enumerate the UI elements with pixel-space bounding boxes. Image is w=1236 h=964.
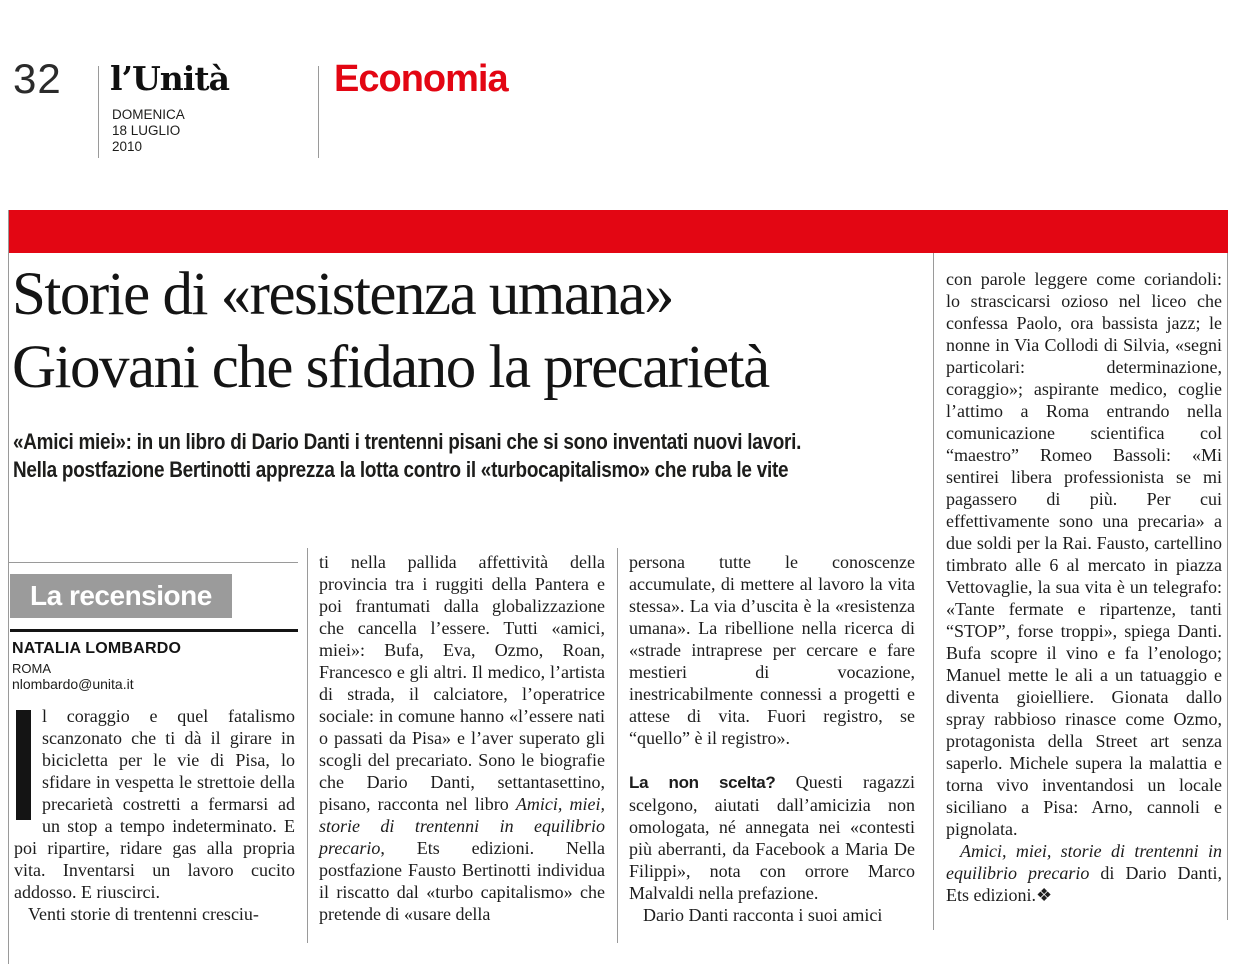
kicker-label: La recensione xyxy=(30,580,212,611)
kicker-top-rule xyxy=(8,562,298,563)
paragraph xyxy=(946,840,1222,906)
column-rule-3-4 xyxy=(933,253,934,930)
paragraph xyxy=(629,904,915,926)
issue-date-year: 2010 xyxy=(112,139,143,154)
body-column-4 xyxy=(946,268,1222,906)
paragraph xyxy=(629,771,915,904)
column-rule-1-2 xyxy=(307,548,308,943)
masthead-logo: l’Unità xyxy=(110,59,229,98)
text-segment: Venti storie di trentenni cresciu- xyxy=(28,904,259,924)
section-title: Economia xyxy=(334,58,508,100)
paragraph xyxy=(319,551,605,925)
text-segment: ti nella pallida affettività della provincia tra i ruggiti della Pantera e poi frantumati dalla globalizzazione che cancella l’essere. Tutti «amici, miei»: Bufa, Eva, Ozmo, Roan, Francesco e gli altri. Il medico, l’artista di strada, il calciatore, l’operatrice sociale: in comune hanno «l’essere nati o passati da Pisa» e l’aver superato gli scogli del precariato. Sono le biografie che Dario Danti, settantasettino, pisano, racconta nel libro xyxy=(319,552,605,814)
paragraph xyxy=(14,705,295,903)
text-segment: di Dario Danti, Ets edizioni.❖ xyxy=(946,863,1222,905)
column-rule-2-3 xyxy=(617,548,618,943)
text-segment: persona tutte le conoscenze accumulate, di mettere al lavoro la vita stessa». La via d’uscita è la «resistenza umana». La ribellione nella ricerca di «strade intraprese per cercare e fare mestieri di vocazione, inestricabilmente connessi a progetti e attese di vita. Fuori registro, se “quello” è il registro». xyxy=(629,552,915,748)
article-headline xyxy=(12,258,927,404)
headline-line-1: Storie di «resistenza umana» xyxy=(12,261,673,328)
standfirst-line-2: Nella postfazione Bertinotti apprezza la lotta contro il «turbocapitalismo» che ruba le vite xyxy=(13,457,789,482)
text-segment: Amici, miei, storie di trentenni in equilibrio precario xyxy=(946,841,1222,883)
byline-email: nlombardo@unita.it xyxy=(12,676,134,692)
paragraph xyxy=(946,268,1222,840)
page-number: 32 xyxy=(13,55,62,102)
text-segment: , Ets edizioni. Nella postfazione Fausto Bertinotti individua il riscatto dal «turbo capitalismo» che pretende di «usare della xyxy=(319,838,605,924)
drop-cap: I xyxy=(16,710,31,820)
body-column-1 xyxy=(14,705,295,925)
article-right-rule xyxy=(1227,253,1228,920)
headline-line-2: Giovani che sfidano la precarietà xyxy=(12,334,769,401)
paragraph xyxy=(14,903,295,925)
standfirst-line-1: «Amici miei»: in un libro di Dario Danti i trentenni pisani che si sono inventati nuovi lavori. xyxy=(13,429,802,454)
issue-date-weekday: DOMENICA xyxy=(112,107,185,122)
paragraph xyxy=(629,551,915,749)
text-segment: con parole leggere come coriandoli: lo strascicarsi ozioso nel liceo che confessa Paolo, ora bassista jazz; le nonne in Via Collodi di Silvia, «segni particolari: determinazione, coraggio»; aspirante medico, coglie l’attimo a Roma entrando nella comunicazione scientifica col “maestro” Romeo Bassoli: «Mi sentirei libera professionista se mi pagassero di più. Per cui effettivamente sono una precaria» a due soldi per la Rai. Fausto, cartellino timbrato alle 6 al mercato in piazza Vettovaglie, la sua vita è un telegrafo: «Tante fermate e ripartenze, tanti “STOP”, forse troppi», spiega Danti. Bufa scopre il vino e fa l’enologo; Manuel mette le ali a un tatuaggio e diventa gioielliere. Gionata dallo spray rabbioso rinasce come Ozmo, protagonista della Street art senza saperlo. Michele supera la malattia e torna vivo inventandosi un locale siciliano a Pisa: Arno, cannoli e pignolata. xyxy=(946,269,1222,839)
body-column-3 xyxy=(629,551,915,926)
header-divider-right xyxy=(318,66,319,158)
top-red-bar xyxy=(8,210,1228,253)
text-segment: Questi ragazzi scelgono, aiutati dall’amicizia non omologata, né annegata nei «contesti più aberranti, da Facebook a Maria De Filippi», nota con orrore Marco Malvaldi nella prefazione. xyxy=(629,772,916,903)
issue-date xyxy=(112,107,185,155)
header-divider-left xyxy=(98,66,99,158)
issue-date-day-month: 18 LUGLIO xyxy=(112,123,181,138)
body-column-2 xyxy=(319,551,605,925)
text-segment: La non scelta? xyxy=(629,773,796,792)
byline-rule xyxy=(10,629,298,632)
text-segment: Dario Danti racconta i suoi amici xyxy=(643,905,883,925)
byline-author: NATALIA LOMBARDO xyxy=(12,640,182,657)
kicker-box xyxy=(10,574,232,618)
text-segment: Amici, miei, storie di trentenni in equilibrio precario xyxy=(319,794,605,858)
article-standfirst xyxy=(13,428,928,484)
text-segment: l coraggio e quel fatalismo scanzonato che ti dà il girare in bicicletta per le vie di Pisa, lo sfidare in vespetta le strettoie della precarietà costretti a fermarsi ad un stop a tempo indeterminato. E poi ripartire, ridare gas alla propria vita. Inventarsi un lavoro cucito addosso. E riuscirci. xyxy=(14,706,295,902)
byline-city: ROMA xyxy=(12,661,51,676)
article-left-rule xyxy=(8,210,9,964)
